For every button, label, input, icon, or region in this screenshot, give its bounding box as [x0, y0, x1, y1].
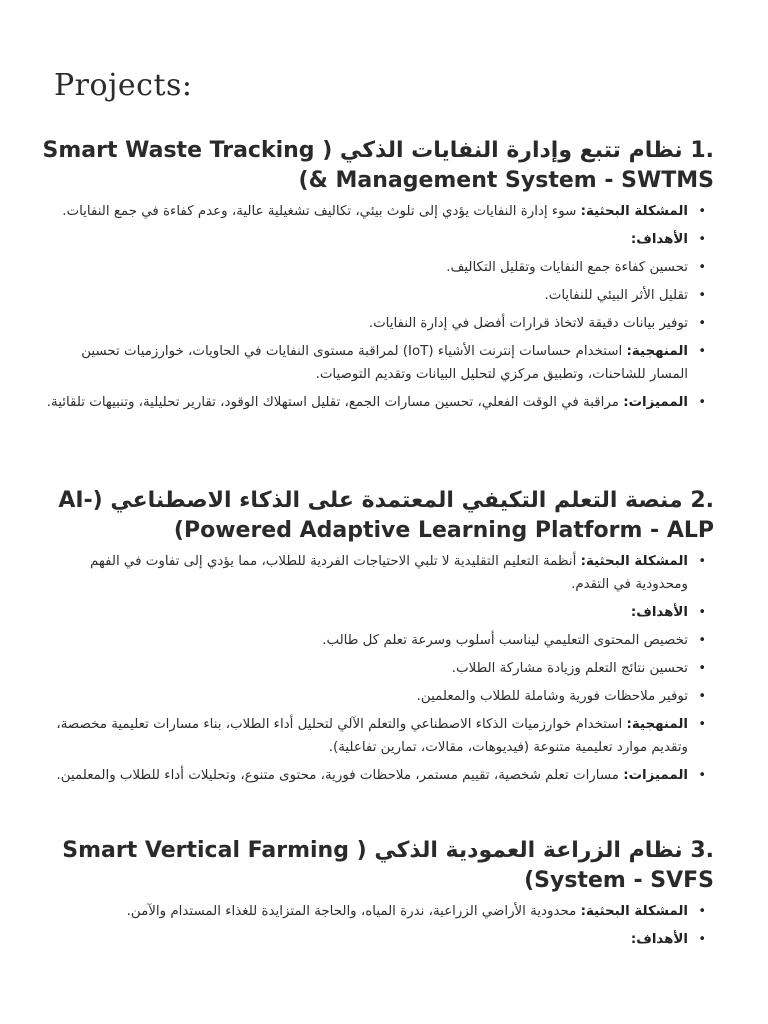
project-list [40, 200, 714, 414]
item-text: استخدام حساسات إنترنت الأشياء (IoT) لمراقبة مستوى النفايات في الحاويات، خوارزميات تحسين المسار للشاحنات، وتطبيق مركزي لتحليل البيانات وتقديم التوصيات. [81, 344, 688, 382]
item-label: الأهداف: [630, 232, 688, 247]
list-item [40, 685, 706, 708]
project-section [40, 486, 714, 792]
bullet-icon: • [698, 232, 706, 247]
list-item [40, 391, 706, 414]
bullet-icon: • [698, 395, 706, 410]
list-item [40, 601, 706, 624]
item-text: توفير بيانات دقيقة لاتخاذ قرارات أفضل في إدارة النفايات. [368, 316, 688, 331]
item-label: المنهجية: [626, 717, 688, 732]
item-text: سوء إدارة النفايات يؤدي إلى تلوث بيئي، تكاليف تشغيلية عالية، وعدم كفاءة في جمع النفايات. [62, 204, 581, 219]
bullet-icon: • [698, 633, 706, 648]
list-item [40, 340, 706, 386]
item-text: تقليل الأثر البيئي للنفايات. [544, 288, 688, 303]
project-list [40, 900, 714, 951]
bullet-icon: • [698, 288, 706, 303]
bullet-icon: • [698, 344, 706, 359]
item-text: مسارات تعلم شخصية، تقييم مستمر، ملاحظات فورية، محتوى متنوع، وتحليلات أداء للطلاب والمعلمين. [56, 768, 624, 783]
bullet-icon: • [698, 661, 706, 676]
bullet-icon: • [698, 605, 706, 620]
item-label: المميزات: [623, 768, 688, 783]
item-text: مراقبة في الوقت الفعلي، تحسين مسارات الجمع، تقليل استهلاك الوقود، تقارير تحليلية، وتنبيهات تلقائية. [46, 395, 624, 410]
item-text: تحسين كفاءة جمع النفايات وتقليل التكاليف. [446, 260, 688, 275]
bullet-icon: • [698, 717, 706, 732]
item-label: الأهداف: [630, 932, 688, 947]
project-heading: .3 نظام الزراعة العمودية الذكي ( Smart Vertical Farming System - SVFS) [62, 838, 714, 893]
bullet-icon: • [698, 904, 706, 919]
item-label: المميزات: [623, 395, 688, 410]
item-label: المشكلة البحثية: [580, 554, 688, 569]
list-item [40, 200, 706, 223]
list-item [40, 284, 706, 307]
page-title: Projects: [54, 68, 193, 103]
item-label: الأهداف: [630, 605, 688, 620]
project-heading: .2 منصة التعلم التكيفي المعتمدة على الذكاء الاصطناعي (AI-Powered Adaptive Learning Platform - ALP) [58, 488, 714, 543]
list-item [40, 228, 706, 251]
list-item [40, 713, 706, 759]
list-item [40, 629, 706, 652]
item-text: توفير ملاحظات فورية وشاملة للطلاب والمعلمين. [416, 689, 688, 704]
list-item [40, 900, 706, 923]
item-label: المشكلة البحثية: [580, 904, 688, 919]
project-list [40, 550, 714, 787]
bullet-icon: • [698, 689, 706, 704]
bullet-icon: • [698, 554, 706, 569]
item-text: محدودية الأراضي الزراعية، ندرة المياه، والحاجة المتزايدة للغذاء المستدام والآمن. [126, 904, 581, 919]
list-item [40, 256, 706, 279]
item-text: تحسين نتائج التعلم وزيادة مشاركة الطلاب. [451, 661, 688, 676]
bullet-icon: • [698, 932, 706, 947]
item-label: المشكلة البحثية: [580, 204, 688, 219]
list-item [40, 764, 706, 787]
item-label: المنهجية: [626, 344, 688, 359]
project-section [40, 836, 714, 956]
list-item [40, 928, 706, 951]
bullet-icon: • [698, 316, 706, 331]
list-item [40, 657, 706, 680]
list-item [40, 550, 706, 596]
bullet-icon: • [698, 204, 706, 219]
item-text: أنظمة التعليم التقليدية لا تلبي الاحتياجات الفردية للطلاب، مما يؤدي إلى تفاوت في الفهم ومحدودية في التقدم. [90, 554, 688, 592]
item-text: استخدام خوارزميات الذكاء الاصطناعي والتعلم الآلي لتحليل أداء الطلاب، بناء مسارات تعليمية مخصصة، وتقديم موارد تعليمية متنوعة (فيديوهات، مقالات، تمارين تفاعلية). [56, 717, 688, 755]
list-item [40, 312, 706, 335]
project-section [40, 136, 714, 419]
project-heading: .1 نظام تتبع وإدارة النفايات الذكي ( Smart Waste Tracking & Management System - SWTMS) [42, 138, 714, 193]
item-text: تخصيص المحتوى التعليمي ليناسب أسلوب وسرعة تعلم كل طالب. [322, 633, 688, 648]
bullet-icon: • [698, 260, 706, 275]
bullet-icon: • [698, 768, 706, 783]
